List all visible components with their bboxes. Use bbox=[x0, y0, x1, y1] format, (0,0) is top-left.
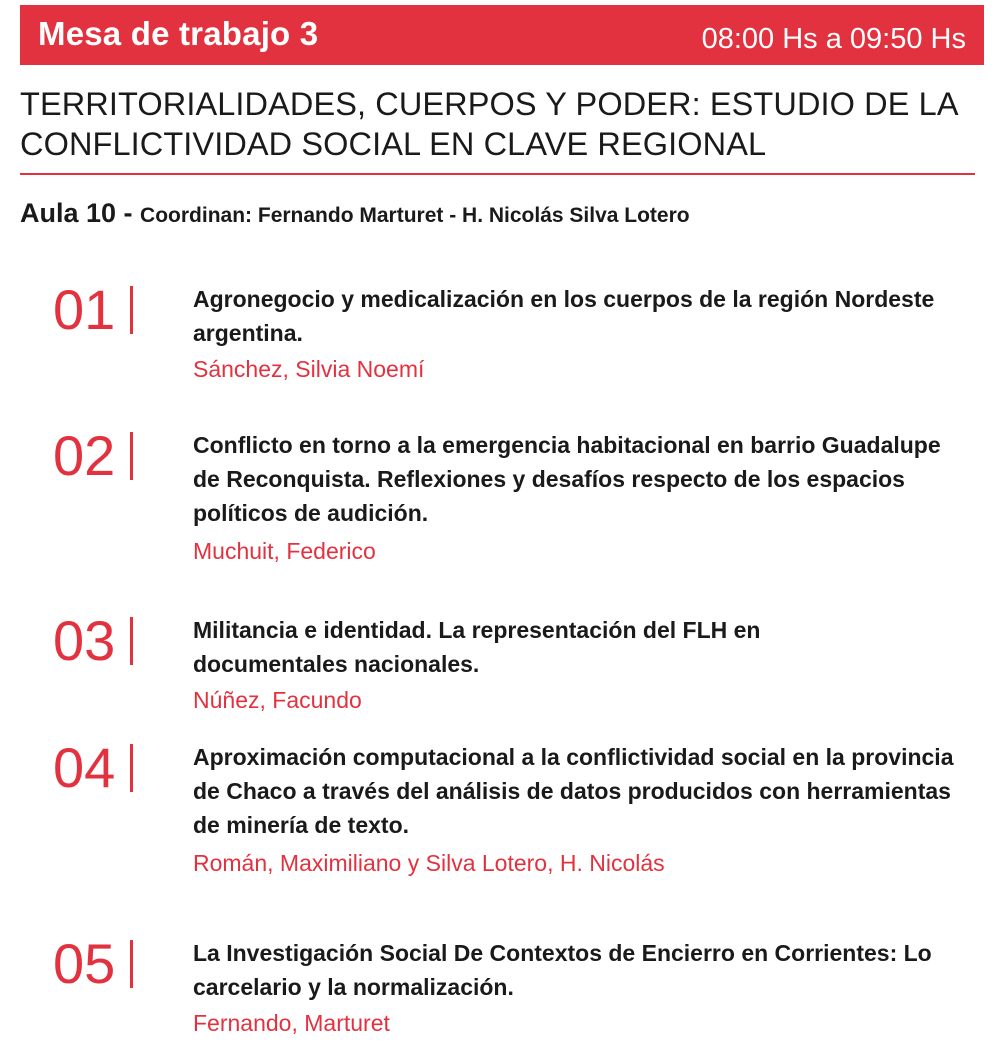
item-number: 05 bbox=[53, 932, 116, 995]
item-author: Sánchez, Silvia Noemí bbox=[193, 356, 425, 382]
session-title: Mesa de trabajo 3 bbox=[38, 15, 319, 52]
item-title: Agronegocio y medicalización en los cuerpos de la región Nordeste argentina. bbox=[193, 286, 935, 346]
coordinators: Coordinan: Fernando Marturet - H. Nicolás Silva Lotero bbox=[140, 204, 690, 227]
number-separator bbox=[130, 744, 133, 792]
item-author: Muchuit, Federico bbox=[193, 538, 376, 564]
item-number: 04 bbox=[53, 736, 116, 799]
item-title: La Investigación Social De Contextos de Encierro en Corrientes: Lo carcelario y la normalización. bbox=[193, 940, 932, 1000]
item-author: Núñez, Facundo bbox=[193, 687, 362, 713]
title-divider bbox=[20, 173, 975, 175]
item-number: 01 bbox=[53, 278, 116, 341]
number-separator bbox=[130, 286, 133, 334]
number-separator bbox=[130, 432, 133, 480]
session-time: 08:00 Hs a 09:50 Hs bbox=[701, 23, 966, 55]
number-separator bbox=[130, 940, 133, 988]
item-title: Conflicto en torno a la emergencia habitacional en barrio Guadalupe de Reconquista. Reflexiones y desafíos respecto de los espacios políticos de audición. bbox=[193, 432, 941, 526]
item-author: Fernando, Marturet bbox=[193, 1010, 390, 1036]
item-title: Militancia e identidad. La representación del FLH en documentales nacionales. bbox=[193, 617, 761, 677]
number-separator bbox=[130, 617, 133, 665]
session-header bbox=[20, 5, 984, 65]
item-title: Aproximación computacional a la conflictividad social en la provincia de Chaco a través del análisis de datos producidos con herramientas de minería de texto. bbox=[193, 744, 954, 838]
item-number: 02 bbox=[53, 424, 116, 487]
room-label: Aula 10 - bbox=[20, 198, 141, 228]
room-info bbox=[20, 198, 690, 229]
item-author: Román, Maximiliano y Silva Lotero, H. Nicolás bbox=[193, 850, 665, 876]
page-title: TERRITORIALIDADES, CUERPOS Y PODER: ESTUDIO DE LA CONFLICTIVIDAD SOCIAL EN CLAVE REGIONAL bbox=[20, 86, 957, 162]
item-number: 03 bbox=[53, 609, 116, 672]
